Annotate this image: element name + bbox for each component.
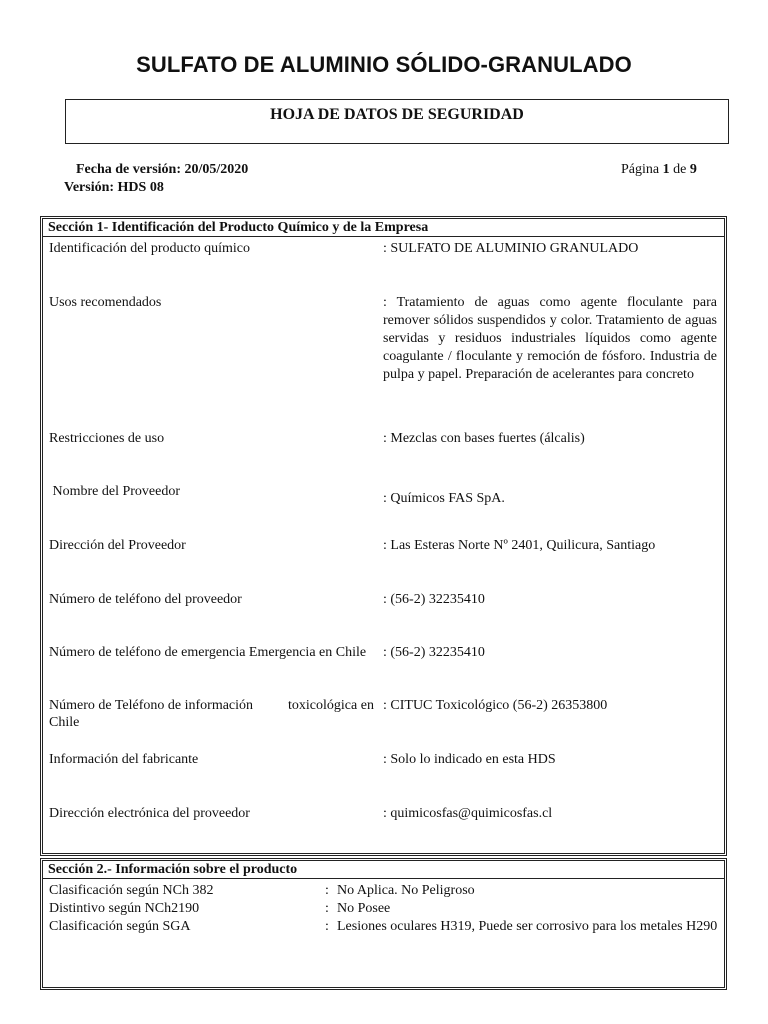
version-label: Versión: xyxy=(64,180,115,195)
row-value: : (56-2) 32235410 xyxy=(383,645,485,660)
row-value: : quimicosfas@quimicosfas.cl xyxy=(383,806,553,821)
row-value: : Las Esteras Norte Nº 2401, Quilicura, Santiago xyxy=(383,538,656,553)
row-label: Dirección electrónica del proveedor xyxy=(49,806,250,821)
page-total: 9 xyxy=(689,162,697,177)
row-label: Usos recomendados xyxy=(49,295,162,310)
row-label: Nombre del Proveedor xyxy=(49,484,181,499)
row-label: Clasificación según SGA xyxy=(49,919,191,934)
row-value: : SULFATO DE ALUMINIO GRANULADO xyxy=(383,241,639,256)
section-1-table xyxy=(42,218,725,854)
section-2-table xyxy=(42,860,725,988)
version-date-line xyxy=(76,162,248,178)
row-value: : Tratamiento de aguas como agente floculante para remover sólidos suspendidos y color. Tratamiento de aguas servidas y residuos industriales líquidos como agente coagulante / floculante y remoción de fósforo. Industria de pulpa y papel. Preparación de acelerantes para concreto xyxy=(383,295,717,382)
version-line xyxy=(64,180,164,196)
row-value: : Mezclas con bases fuertes (álcalis) xyxy=(383,431,585,446)
version-date-label: Fecha de versión: xyxy=(76,162,181,177)
row-label: Número de teléfono de emergencia Emergencia en Chile xyxy=(49,645,367,660)
version-value: HDS 08 xyxy=(117,180,164,195)
section-1-header: Sección 1- Identificación del Producto Químico y de la Empresa xyxy=(43,219,724,237)
row-value: No Posee xyxy=(337,901,391,916)
row-label: Número de Teléfono de información toxicológica en Chile xyxy=(49,698,378,730)
page-indicator xyxy=(621,162,697,178)
page-label: Página xyxy=(621,162,660,177)
row-value: : (56-2) 32235410 xyxy=(383,592,485,607)
row-value: No Aplica. No Peligroso xyxy=(337,883,475,898)
row-value: : CITUC Toxicológico (56-2) 26353800 xyxy=(383,698,608,713)
row-label: Clasificación según NCh 382 xyxy=(49,883,214,898)
row-value: : Solo lo indicado en esta HDS xyxy=(383,752,556,767)
version-date: 20/05/2020 xyxy=(184,162,249,177)
row-label: Número de teléfono del proveedor xyxy=(49,592,242,607)
row-colon: : xyxy=(325,919,329,934)
row-label: Distintivo según NCh2190 xyxy=(49,901,200,916)
row-label: Información del fabricante xyxy=(49,752,199,767)
hds-subtitle: HOJA DE DATOS DE SEGURIDAD xyxy=(270,106,524,123)
row-label: Restricciones de uso xyxy=(49,431,165,446)
hds-title-box xyxy=(65,99,729,144)
row-colon: : xyxy=(325,883,329,898)
page-current: 1 xyxy=(662,162,670,177)
row-value: : Químicos FAS SpA. xyxy=(383,491,505,506)
page-of: de xyxy=(673,162,687,177)
row-label: Dirección del Proveedor xyxy=(49,538,186,553)
section-2-header: Sección 2.- Información sobre el producto xyxy=(43,861,724,879)
document-title: SULFATO DE ALUMINIO SÓLIDO-GRANULADO xyxy=(136,52,632,77)
row-colon: : xyxy=(325,901,329,916)
row-label: Identificación del producto químico xyxy=(49,241,250,256)
row-value: Lesiones oculares H319, Puede ser corrosivo para los metales H290 xyxy=(337,919,718,934)
